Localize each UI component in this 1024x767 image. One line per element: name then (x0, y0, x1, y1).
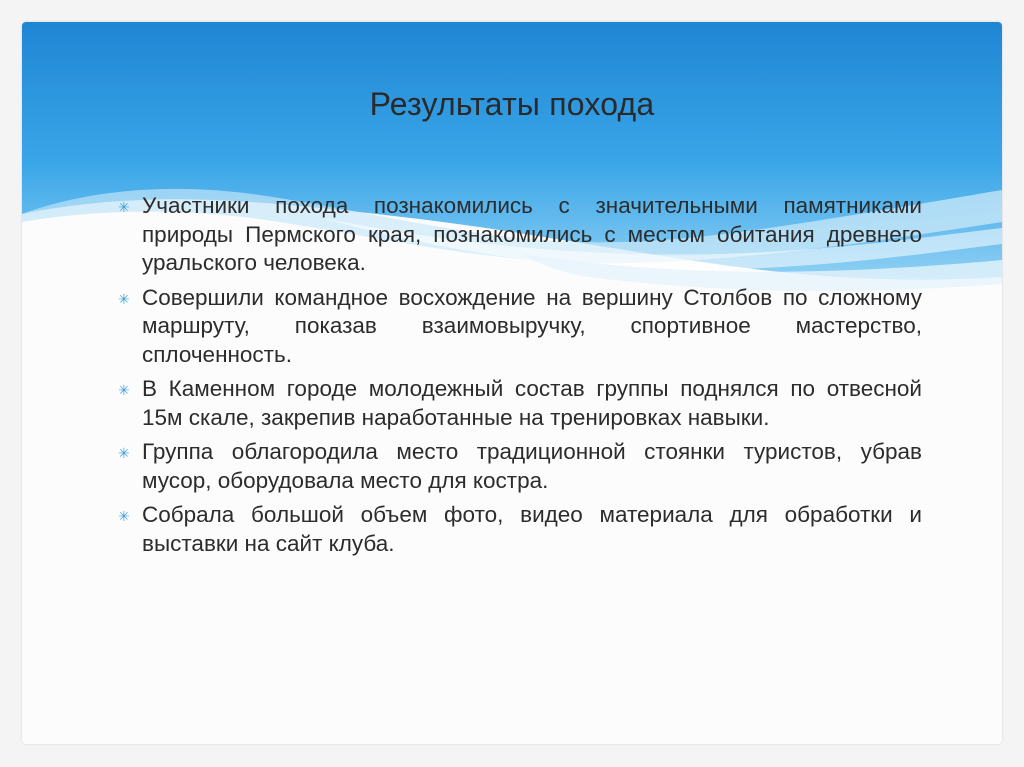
bullet-item (114, 501, 922, 558)
bullet-item (114, 375, 922, 432)
asterisk-icon: ✳ (118, 199, 130, 215)
bullet-text: Совершили командное восхождение на вершину Столбов по сложному маршруту, показав взаимовыручку, спортивное мастерство, сплоченность. (142, 284, 922, 367)
bullet-item (114, 284, 922, 370)
slide (22, 22, 1002, 744)
bullet-text: Собрала большой объем фото, видео материала для обработки и выставки на сайт клуба. (142, 502, 922, 556)
asterisk-icon: ✳ (118, 445, 130, 461)
bullet-text: Группа облагородила место традиционной стоянки туристов, убрав мусор, оборудовала место для костра. (142, 439, 922, 493)
slide-title: Результаты похода (369, 86, 655, 122)
bullet-item (114, 192, 922, 278)
asterisk-icon: ✳ (118, 508, 130, 524)
bullet-text: Участники похода познакомились с значительными памятниками природы Пермского края, познакомились с местом обитания древнего уральского человека. (142, 193, 922, 275)
asterisk-icon: ✳ (118, 382, 130, 398)
bullet-list (114, 192, 922, 564)
asterisk-icon: ✳ (118, 290, 130, 307)
bullet-item (114, 438, 922, 495)
bullet-text: В Каменном городе молодежный состав группы поднялся по отвесной 15м скале, закрепив наработанные на тренировках навыки. (142, 376, 922, 430)
